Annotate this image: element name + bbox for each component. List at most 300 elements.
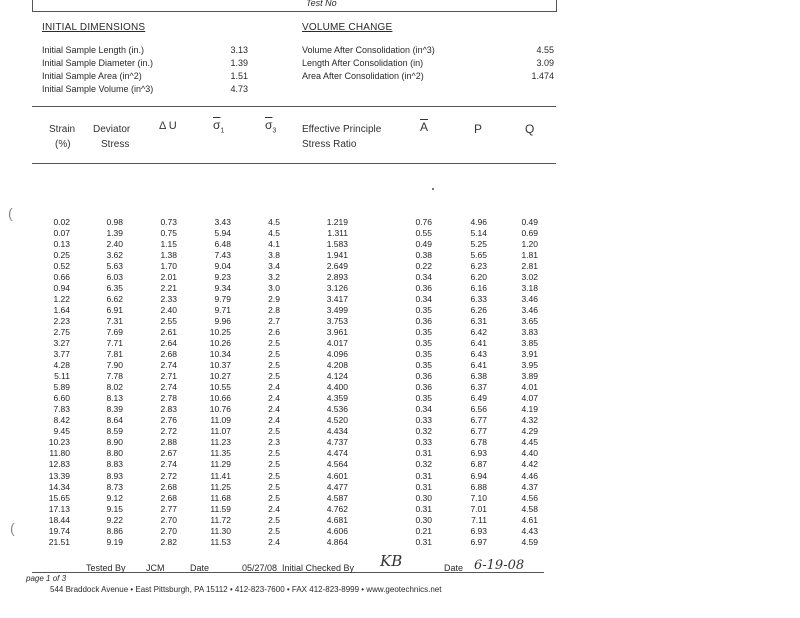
cell-q: 1.81 <box>521 250 538 261</box>
initial-volume-label: Initial Sample Volume (in^3) <box>42 84 154 94</box>
cell-delta-u: 2.55 <box>160 316 177 327</box>
cell-q: 2.81 <box>521 261 538 272</box>
cell-sigma1: 11.35 <box>210 448 231 459</box>
cell-strain: 0.25 <box>53 250 70 261</box>
sigma3-symbol: $\overline{\sigma}$ <box>265 118 273 132</box>
cell-sigma3: 2.5 <box>268 426 280 437</box>
cell-strain: 10.23 <box>48 437 70 448</box>
cell-delta-u: 2.68 <box>160 481 177 492</box>
cell-strain: 5.89 <box>53 382 70 393</box>
cell-sigma3: 2.4 <box>268 536 280 547</box>
cell-sigma1: 11.68 <box>210 492 231 503</box>
cell-a: 0.34 <box>415 404 432 415</box>
cell-strain: 13.39 <box>48 470 70 481</box>
col-epsr-header: Effective Principle <box>302 124 382 135</box>
cell-a: 0.36 <box>415 283 432 294</box>
cell-p: 6.93 <box>470 448 487 459</box>
cell-q: 4.40 <box>521 448 538 459</box>
cell-a: 0.32 <box>415 459 432 470</box>
cell-epsr: 4.096 <box>326 349 348 360</box>
cell-sigma1: 6.48 <box>214 239 231 249</box>
cell-strain: 9.45 <box>53 426 70 437</box>
cell-a: 0.36 <box>415 316 432 327</box>
cell-strain: 6.60 <box>53 393 70 404</box>
cell-p: 7.10 <box>470 492 487 503</box>
cell-q: 4.37 <box>521 481 538 492</box>
cell-sigma3: 4.5 <box>268 228 280 238</box>
cell-delta-u: 2.71 <box>160 371 177 382</box>
cell-epsr: 4.681 <box>326 514 348 525</box>
scan-mark-2: ( <box>10 520 15 536</box>
cell-epsr: 4.864 <box>326 536 348 547</box>
col-epsr-header-2: Stress Ratio <box>302 139 357 150</box>
cell-epsr: 3.499 <box>326 305 348 316</box>
cell-p: 6.56 <box>470 404 487 415</box>
cell-sigma1: 9.34 <box>214 283 231 294</box>
cell-a: 0.22 <box>415 261 432 272</box>
volume-after-value: 4.55 <box>536 45 554 55</box>
cell-delta-u: 1.15 <box>160 239 177 249</box>
cell-sigma3: 2.5 <box>268 470 280 481</box>
cell-p: 6.20 <box>470 272 487 283</box>
cell-strain: 18.44 <box>48 514 70 525</box>
cell-p: 7.11 <box>471 514 487 525</box>
cell-q: 3.83 <box>521 327 538 338</box>
initial-volume-value: 4.73 <box>230 84 248 94</box>
cell-delta-u: 2.74 <box>160 459 177 470</box>
initial-diameter-value: 1.39 <box>230 58 248 68</box>
cell-deviator: 8.02 <box>106 382 123 393</box>
cell-a: 0.34 <box>415 272 432 283</box>
cell-sigma1: 10.25 <box>209 327 231 338</box>
checked-by-label: Initial Checked By <box>282 563 355 573</box>
cell-sigma1: 9.71 <box>214 305 231 316</box>
cell-delta-u: 2.76 <box>160 415 177 426</box>
cell-deviator: 8.64 <box>106 415 123 426</box>
cell-delta-u: 2.61 <box>160 327 177 338</box>
cell-sigma3: 4.5 <box>268 217 280 227</box>
cell-a: 0.34 <box>415 294 432 305</box>
col-strain-header: Strain <box>49 124 76 135</box>
scan-mark-1: ( <box>8 205 13 221</box>
cell-strain: 21.51 <box>48 536 70 547</box>
cell-strain: 0.94 <box>53 283 70 294</box>
cell-p: 6.42 <box>470 327 487 338</box>
cell-sigma1: 9.96 <box>214 316 231 327</box>
footer-address: 544 Braddock Avenue • East Pittsburgh, PA 15112 • 412-823-7600 • FAX 412-823-8999 • www.geotechnics.net <box>50 585 442 594</box>
tested-by-label: Tested By <box>86 563 126 573</box>
cell-q: 4.01 <box>521 382 538 393</box>
cell-p: 6.31 <box>470 316 487 327</box>
cell-delta-u: 2.72 <box>160 470 177 481</box>
cell-q: 4.45 <box>521 437 538 448</box>
cell-a: 0.55 <box>415 228 432 238</box>
cell-sigma1: 7.43 <box>214 250 231 261</box>
volume-change-title: VOLUME CHANGE <box>302 22 393 33</box>
cell-epsr: 4.400 <box>326 382 348 393</box>
area-after-label: Area After Consolidation (in^2) <box>302 71 424 81</box>
date2-handwritten: 6-19-08 <box>474 558 525 573</box>
cell-a: 0.35 <box>415 393 432 404</box>
cell-p: 5.65 <box>470 250 487 261</box>
col-a-header: $\overline{A}$ <box>420 120 429 134</box>
cell-a: 0.31 <box>415 448 432 459</box>
cell-a: 0.33 <box>415 437 432 448</box>
initial-area-value: 1.51 <box>230 71 248 81</box>
cell-q: 4.19 <box>521 404 538 415</box>
cell-delta-u: 2.33 <box>160 294 177 305</box>
cell-delta-u: 2.68 <box>160 492 177 503</box>
initial-length-label: Initial Sample Length (in.) <box>42 45 145 55</box>
cell-deviator: 3.62 <box>106 250 123 261</box>
cell-delta-u: 2.74 <box>160 382 177 393</box>
cell-epsr: 4.434 <box>326 426 348 437</box>
cell-sigma1: 11.59 <box>210 503 231 514</box>
cell-sigma3: 2.5 <box>268 360 280 371</box>
cell-q: 3.18 <box>521 283 538 294</box>
cell-delta-u: 2.83 <box>160 404 177 415</box>
cell-strain: 2.23 <box>53 316 70 327</box>
initial-area-label: Initial Sample Area (in^2) <box>42 71 142 81</box>
cell-a: 0.35 <box>415 338 432 349</box>
cell-q: 3.85 <box>521 338 538 349</box>
cell-a: 0.33 <box>415 415 432 426</box>
cell-delta-u: 2.74 <box>160 360 177 371</box>
cell-q: 3.65 <box>521 316 538 327</box>
initial-dimensions-title: INITIAL DIMENSIONS <box>42 22 146 33</box>
cell-strain: 0.07 <box>53 228 70 238</box>
cell-deviator: 7.78 <box>106 371 123 382</box>
col-q-header: Q <box>525 122 535 136</box>
cell-sigma1: 3.43 <box>214 217 231 227</box>
cell-sigma3: 3.4 <box>268 261 280 272</box>
cell-sigma1: 10.76 <box>209 404 231 415</box>
cell-q: 3.46 <box>521 305 538 316</box>
cell-sigma1: 11.53 <box>210 536 231 547</box>
date2-label: Date <box>444 563 464 573</box>
cell-delta-u: 2.88 <box>160 437 177 448</box>
cell-sigma1: 10.66 <box>209 393 231 404</box>
cell-strain: 0.02 <box>53 217 70 227</box>
cell-epsr: 4.017 <box>326 338 348 349</box>
cell-sigma3: 3.0 <box>268 283 280 294</box>
cell-deviator: 8.80 <box>106 448 123 459</box>
cell-p: 6.26 <box>470 305 487 316</box>
cell-q: 4.29 <box>521 426 538 437</box>
cell-strain: 19.74 <box>48 525 70 536</box>
cell-p: 5.25 <box>470 239 487 249</box>
cell-sigma3: 2.5 <box>268 481 280 492</box>
cell-p: 6.41 <box>470 360 487 371</box>
length-after-value: 3.09 <box>536 58 554 68</box>
col-delta-u-header: Δ U <box>159 120 177 132</box>
cell-sigma1: 9.79 <box>214 294 231 305</box>
tested-by-value: JCM <box>146 563 165 573</box>
volume-after-label: Volume After Consolidation (in^3) <box>302 45 435 55</box>
cell-epsr: 4.520 <box>326 415 348 426</box>
cell-q: 3.46 <box>521 294 538 305</box>
cell-deviator: 1.39 <box>106 228 123 238</box>
cell-p: 6.16 <box>470 283 487 294</box>
cell-p: 4.96 <box>470 217 487 227</box>
col-p-header: P <box>474 122 483 136</box>
cell-strain: 14.34 <box>48 481 70 492</box>
col-strain-unit: (%) <box>55 139 71 150</box>
cell-p: 6.43 <box>470 349 487 360</box>
cell-epsr: 4.737 <box>326 437 348 448</box>
cell-epsr: 3.961 <box>326 327 348 338</box>
cell-q: 4.42 <box>521 459 538 470</box>
cell-epsr: 4.601 <box>326 470 348 481</box>
cell-strain: 17.13 <box>48 503 70 514</box>
cell-sigma3: 2.3 <box>268 437 280 448</box>
cell-delta-u: 2.82 <box>160 536 177 547</box>
cell-sigma3: 3.2 <box>268 272 280 283</box>
cell-epsr: 4.477 <box>326 481 348 492</box>
cell-p: 6.88 <box>470 481 487 492</box>
cell-q: 4.58 <box>521 503 538 514</box>
cell-sigma1: 10.26 <box>209 338 231 349</box>
cell-strain: 12.83 <box>48 459 70 470</box>
date-value: 05/27/08 <box>242 563 278 573</box>
cell-sigma1: 11.41 <box>210 470 231 481</box>
cell-q: 1.20 <box>521 239 538 249</box>
cell-delta-u: 1.70 <box>160 261 177 272</box>
cell-epsr: 4.564 <box>326 459 348 470</box>
cell-deviator: 7.90 <box>106 360 123 371</box>
cell-q: 4.07 <box>521 393 538 404</box>
cell-p: 6.77 <box>470 426 487 437</box>
cell-sigma3: 2.4 <box>268 404 280 415</box>
cell-strain: 3.27 <box>53 338 70 349</box>
cell-deviator: 8.83 <box>106 459 123 470</box>
cell-a: 0.35 <box>415 349 432 360</box>
sigma1-subscript: 1 <box>220 127 225 135</box>
cell-delta-u: 2.67 <box>160 448 177 459</box>
cell-sigma3: 2.6 <box>268 327 280 338</box>
cell-deviator: 6.03 <box>106 272 123 283</box>
cell-q: 3.91 <box>521 349 538 360</box>
cell-epsr: 1.219 <box>326 217 348 227</box>
cell-p: 6.23 <box>470 261 487 272</box>
cell-sigma3: 2.4 <box>268 382 280 393</box>
length-after-label: Length After Consolidation (in) <box>302 58 424 68</box>
cell-strain: 0.66 <box>53 272 70 283</box>
cell-q: 3.02 <box>521 272 538 283</box>
cell-strain: 2.75 <box>53 327 70 338</box>
cell-deviator: 8.93 <box>106 470 123 481</box>
cell-sigma1: 11.25 <box>210 481 231 492</box>
cell-q: 4.43 <box>521 525 538 536</box>
cell-epsr: 4.124 <box>326 371 348 382</box>
cell-delta-u: 2.70 <box>160 525 177 536</box>
cell-epsr: 3.417 <box>326 294 348 305</box>
test-no-label: Test No <box>306 0 337 8</box>
cell-sigma3: 2.4 <box>268 503 280 514</box>
cell-deviator: 7.69 <box>106 327 123 338</box>
cell-delta-u: 2.40 <box>160 305 177 316</box>
cell-delta-u: 2.64 <box>160 338 177 349</box>
initial-diameter-label: Initial Sample Diameter (in.) <box>42 58 154 68</box>
cell-delta-u: 2.70 <box>160 514 177 525</box>
cell-a: 0.36 <box>415 371 432 382</box>
cell-sigma3: 2.4 <box>268 393 280 404</box>
cell-deviator: 6.62 <box>106 294 123 305</box>
cell-delta-u: 2.68 <box>160 349 177 360</box>
cell-deviator: 5.63 <box>106 261 123 272</box>
cell-p: 5.14 <box>470 228 487 238</box>
cell-sigma3: 2.5 <box>268 338 280 349</box>
cell-epsr: 3.753 <box>326 316 348 327</box>
cell-strain: 8.42 <box>53 415 70 426</box>
cell-q: 4.32 <box>521 415 538 426</box>
cell-sigma1: 11.09 <box>210 415 231 426</box>
area-after-value: 1.474 <box>531 71 554 81</box>
cell-p: 6.77 <box>470 415 487 426</box>
col-deviator-header: Deviator <box>93 124 131 135</box>
cell-q: 4.56 <box>521 492 538 503</box>
cell-a: 0.38 <box>415 250 432 261</box>
cell-strain: 15.65 <box>48 492 70 503</box>
cell-p: 6.38 <box>470 371 487 382</box>
cell-q: 4.59 <box>521 536 538 547</box>
cell-p: 6.37 <box>470 382 487 393</box>
cell-a: 0.35 <box>415 327 432 338</box>
cell-deviator: 6.91 <box>106 305 123 316</box>
checked-initials-signature: KB <box>380 552 403 570</box>
cell-a: 0.31 <box>415 503 432 514</box>
cell-p: 6.33 <box>470 294 487 305</box>
cell-a: 0.35 <box>415 360 432 371</box>
cell-deviator: 7.71 <box>106 338 123 349</box>
cell-epsr: 4.208 <box>326 360 348 371</box>
cell-a: 0.32 <box>415 426 432 437</box>
cell-strain: 1.64 <box>53 305 70 316</box>
cell-p: 6.41 <box>470 338 487 349</box>
cell-a: 0.49 <box>415 239 432 249</box>
cell-deviator: 9.12 <box>106 492 123 503</box>
cell-sigma1: 10.55 <box>209 382 231 393</box>
cell-strain: 11.80 <box>49 448 70 459</box>
cell-a: 0.30 <box>415 514 432 525</box>
cell-deviator: 7.31 <box>106 316 123 327</box>
cell-sigma3: 2.5 <box>268 514 280 525</box>
cell-p: 6.78 <box>470 437 487 448</box>
cell-strain: 0.52 <box>53 261 70 272</box>
cell-epsr: 4.606 <box>326 525 348 536</box>
cell-p: 7.01 <box>470 503 487 514</box>
cell-deviator: 8.59 <box>106 426 123 437</box>
cell-sigma1: 11.30 <box>210 525 231 536</box>
cell-delta-u: 1.38 <box>160 250 177 261</box>
cell-strain: 0.13 <box>53 239 70 249</box>
cell-sigma1: 9.04 <box>214 261 231 272</box>
cell-sigma1: 11.23 <box>210 437 231 448</box>
cell-sigma3: 3.8 <box>268 250 280 261</box>
cell-deviator: 6.35 <box>106 283 123 294</box>
cell-sigma1: 11.29 <box>210 459 231 470</box>
cell-sigma3: 2.7 <box>268 316 280 327</box>
cell-q: 3.89 <box>521 371 538 382</box>
cell-p: 6.94 <box>470 470 487 481</box>
sigma1-symbol: $\overline{\sigma}$ <box>213 118 221 132</box>
cell-q: 4.46 <box>521 470 538 481</box>
cell-epsr: 4.359 <box>326 393 348 404</box>
cell-strain: 3.77 <box>53 349 70 360</box>
cell-strain: 7.83 <box>53 404 70 415</box>
cell-deviator: 0.98 <box>106 217 123 227</box>
col-deviator-header-2: Stress <box>101 139 130 150</box>
cell-delta-u: 2.78 <box>160 393 177 404</box>
cell-sigma3: 2.5 <box>268 448 280 459</box>
cell-epsr: 4.762 <box>326 503 348 514</box>
cell-a: 0.31 <box>415 470 432 481</box>
cell-sigma1: 11.07 <box>210 426 231 437</box>
cell-a: 0.31 <box>415 536 432 547</box>
cell-a: 0.36 <box>415 382 432 393</box>
cell-epsr: 4.536 <box>326 404 348 415</box>
sigma3-subscript: 3 <box>272 127 277 135</box>
cell-deviator: 8.13 <box>106 393 123 404</box>
cell-epsr: 1.583 <box>326 239 348 249</box>
cell-q: 3.95 <box>521 360 538 371</box>
page-number: page 1 of 3 <box>26 574 67 583</box>
cell-sigma1: 10.37 <box>209 360 231 371</box>
cell-delta-u: 0.73 <box>160 217 177 227</box>
cell-a: 0.31 <box>415 481 432 492</box>
cell-epsr: 2.893 <box>326 272 348 283</box>
cell-sigma3: 2.5 <box>268 525 280 536</box>
cell-p: 6.87 <box>470 459 487 470</box>
cell-deviator: 9.22 <box>106 514 123 525</box>
cell-deviator: 8.86 <box>106 525 123 536</box>
cell-deviator: 8.39 <box>106 404 123 415</box>
initial-length-value: 3.13 <box>230 45 248 55</box>
cell-sigma3: 2.9 <box>268 294 280 305</box>
cell-strain: 4.28 <box>53 360 70 371</box>
cell-sigma1: 11.72 <box>210 514 231 525</box>
cell-q: 0.49 <box>521 217 538 227</box>
cell-sigma3: 2.8 <box>268 305 280 316</box>
cell-epsr: 4.474 <box>326 448 348 459</box>
cell-p: 6.97 <box>470 536 487 547</box>
cell-delta-u: 0.75 <box>160 228 177 238</box>
cell-sigma3: 2.5 <box>268 371 280 382</box>
cell-strain: 1.22 <box>53 294 70 305</box>
cell-sigma3: 2.5 <box>268 349 280 360</box>
cell-deviator: 2.40 <box>106 239 123 249</box>
cell-sigma3: 2.5 <box>268 492 280 503</box>
cell-delta-u: 2.01 <box>160 272 177 283</box>
cell-a: 0.76 <box>415 217 432 227</box>
cell-epsr: 3.126 <box>326 283 348 294</box>
cell-deviator: 8.90 <box>106 437 123 448</box>
cell-a: 0.35 <box>415 305 432 316</box>
cell-strain: 5.11 <box>54 371 70 382</box>
cell-sigma1: 10.34 <box>209 349 231 360</box>
cell-sigma3: 2.4 <box>268 415 280 426</box>
cell-sigma3: 2.5 <box>268 459 280 470</box>
cell-sigma3: 4.1 <box>268 239 280 249</box>
cell-a: 0.21 <box>415 525 432 536</box>
cell-deviator: 7.81 <box>106 349 123 360</box>
cell-epsr: 4.587 <box>326 492 348 503</box>
cell-epsr: 2.649 <box>326 261 348 272</box>
cell-p: 6.93 <box>470 525 487 536</box>
cell-delta-u: 2.72 <box>160 426 177 437</box>
cell-delta-u: 2.21 <box>160 283 177 294</box>
cell-sigma1: 9.23 <box>214 272 231 283</box>
